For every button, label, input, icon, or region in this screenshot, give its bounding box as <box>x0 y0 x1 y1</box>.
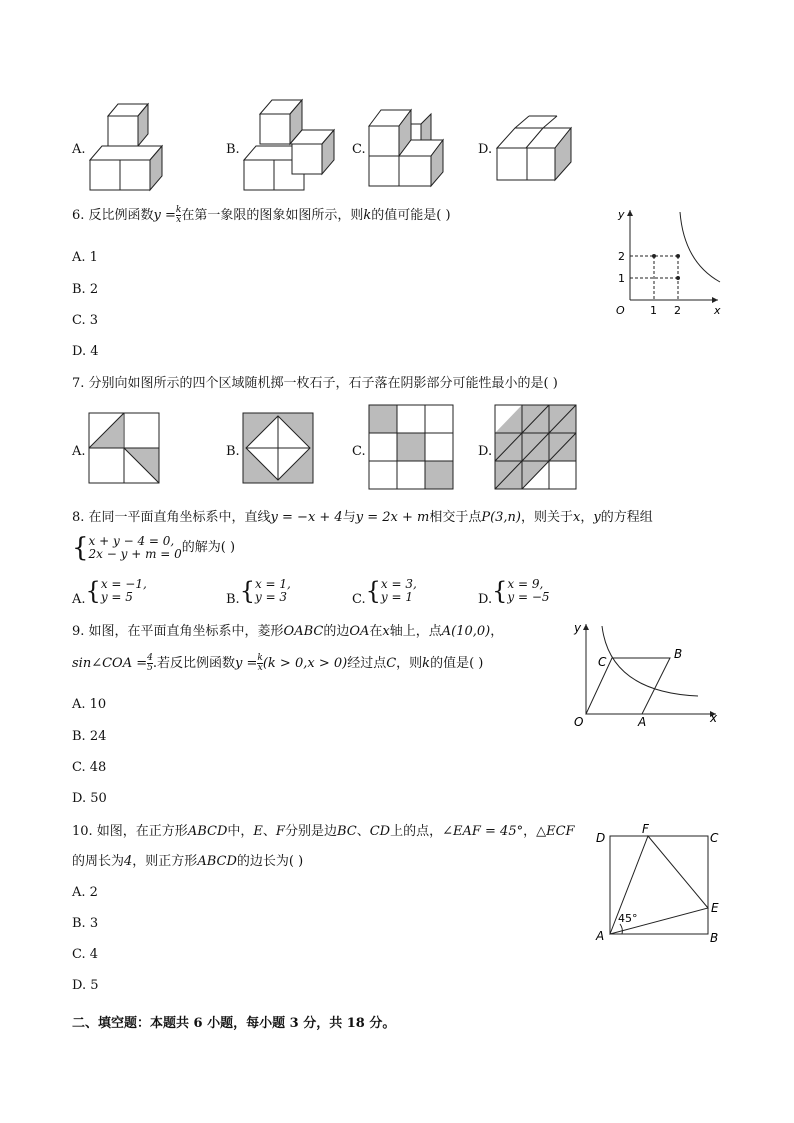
section-2-heading: 二、填空题：本题共 6 小题，每小题 3 分，共 18 分。 <box>72 1016 396 1031</box>
q10-graph <box>592 820 728 946</box>
q8-option-b[interactable]: B.{ x = 1, y = 3 <box>226 577 291 607</box>
q10-option-a[interactable]: A. 2 <box>72 885 98 900</box>
q6-stem: 6. 反比例函数y = $\frac{k}{x}$ 在第一象限的图象如图所示，则k的值可能是( ) <box>72 205 451 225</box>
q9-x-label: x <box>710 711 718 725</box>
q6-origin: O <box>616 304 625 317</box>
q5-option-a-figure <box>88 100 168 194</box>
q9-stem-line2: sin∠COA = $\frac{4}{5}$ .若反比例函数y = $\frac{k}{x}$ (k > 0,x > 0)经过点C，则k的值是( ) <box>72 653 484 673</box>
q7-option-a-figure <box>88 412 160 484</box>
q8-option-a[interactable]: A.{ x = −1, y = 5 <box>72 577 147 607</box>
q8-option-c[interactable]: C.{ x = 3, y = 1 <box>352 577 417 607</box>
q7-option-c-figure <box>368 404 456 492</box>
q8-option-d[interactable]: D.{ x = 9, y = −5 <box>478 577 550 607</box>
q10-label-c: C <box>710 831 719 845</box>
q10-label-d: D <box>596 831 606 845</box>
q6-y-label: y <box>618 208 625 221</box>
q7-option-b-figure <box>242 412 314 484</box>
q10-stem-line2: 的周长为4，则正方形ABCD的边长为( ) <box>72 854 304 869</box>
q10-angle-label: 45° <box>618 912 638 925</box>
q6-tick-y2: 2 <box>618 250 625 263</box>
q6-curve <box>680 212 720 282</box>
q9-stem-line1: 9. 如图，在平面直角坐标系中，菱形OABC的边OA在x轴上，点A(10,0)， <box>72 624 504 639</box>
q7-option-b-label: B. <box>226 444 240 459</box>
q6-option-b[interactable]: B. 2 <box>72 282 99 297</box>
q9-graph <box>566 618 726 734</box>
q6-x-label: x <box>714 304 721 317</box>
q10-label-f: F <box>642 822 649 836</box>
q8-stem-line2: { x + y − 4 = 0, 2x − y + m = 0 的解为( ) <box>72 533 236 563</box>
q9-option-d[interactable]: D. 50 <box>72 791 107 806</box>
q9-option-b[interactable]: B. 24 <box>72 729 107 744</box>
q10-option-b[interactable]: B. 3 <box>72 916 99 931</box>
q9-option-c[interactable]: C. 48 <box>72 760 107 775</box>
q5-option-a-label: A. <box>72 142 86 157</box>
q6-option-c[interactable]: C. 3 <box>72 313 99 328</box>
q6-tick-x2: 2 <box>674 304 681 317</box>
q10-option-d[interactable]: D. 5 <box>72 978 99 993</box>
q9-label-b: B <box>674 647 683 661</box>
q10-label-a: A <box>596 929 605 943</box>
q9-label-o: O <box>574 715 584 729</box>
q10-stem-line1: 10. 如图，在正方形ABCD中，E、F分别是边BC、CD上的点，∠EAF = 45°，△ECF <box>72 824 575 839</box>
q6-option-a[interactable]: A. 1 <box>72 250 98 265</box>
q10-option-c[interactable]: C. 4 <box>72 947 99 962</box>
q5-option-d-figure <box>495 114 575 184</box>
q9-option-a[interactable]: A. 10 <box>72 697 107 712</box>
q5-option-c-label: C. <box>352 142 366 157</box>
q9-curve <box>602 626 698 696</box>
q9-label-a: A <box>638 715 647 729</box>
q7-option-d-figure <box>494 404 578 492</box>
q7-option-a-label: A. <box>72 444 86 459</box>
q6-option-d[interactable]: D. 4 <box>72 344 99 359</box>
q7-option-c-label: C. <box>352 444 366 459</box>
q10-label-e: E <box>711 901 719 915</box>
q9-label-c: C <box>598 655 607 669</box>
q9-y-label: y <box>574 621 582 635</box>
q8-stem-line1: 8. 在同一平面直角坐标系中，直线y = −x + 4与y = 2x + m相交于点P(3,n)，则关于x，y的方程组 <box>72 510 653 525</box>
q5-option-b-label: B. <box>226 142 240 157</box>
q5-option-c-figure <box>367 106 447 190</box>
q7-option-d-label: D. <box>478 444 493 459</box>
q5-option-d-label: D. <box>478 142 493 157</box>
q10-label-b: B <box>710 931 719 945</box>
q7-stem: 7. 分别向如图所示的四个区域随机掷一枚石子，石子落在阴影部分可能性最小的是( ) <box>72 376 558 391</box>
q5-option-b-figure <box>242 98 336 194</box>
q6-tick-y1: 1 <box>618 272 625 285</box>
q6-graph <box>600 202 730 322</box>
q6-tick-x1: 1 <box>650 304 657 317</box>
